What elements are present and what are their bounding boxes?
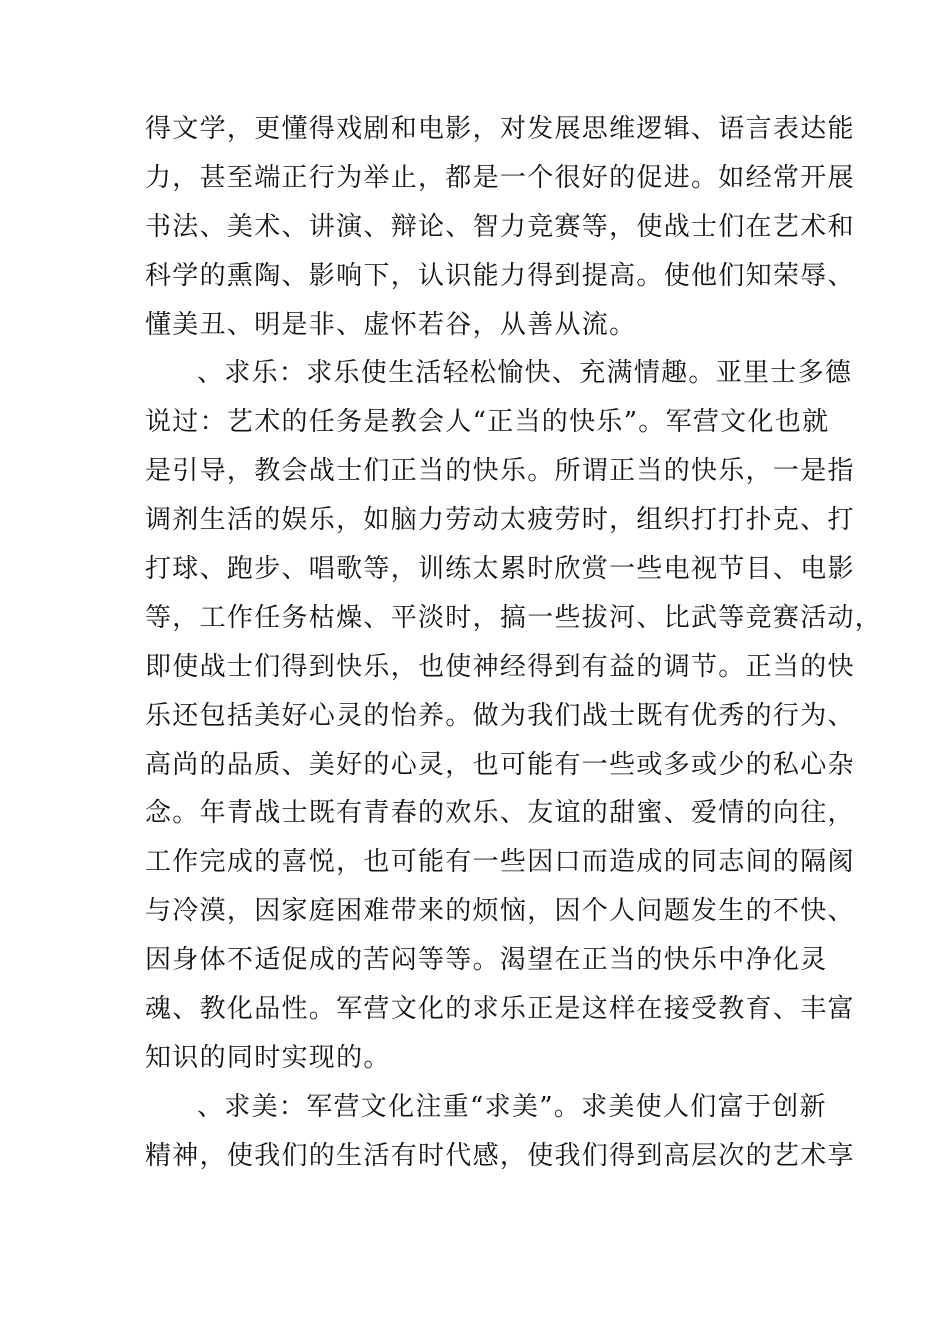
text-line: 因身体不适促成的苦闷等等。渴望在正当的快乐中净化灵 (145, 945, 828, 976)
text-line: 调剂生活的娱乐，如脑力劳动太疲劳时，组织打打扑克、打 (145, 505, 855, 536)
text-line: 打球、跑步、唱歌等，训练太累时欣赏一些电视节目、电影 (145, 554, 855, 585)
text-line: 与冷漠，因家庭困难带来的烦恼，因个人问题发生的不快、 (145, 896, 855, 927)
text-line: 知识的同时实现的。 (145, 1042, 391, 1073)
text-line: 得文学，更懂得戏剧和电影，对发展思维逻辑、语言表达能 (145, 114, 855, 144)
paragraph-start-line: 、求乐：求乐使生活轻松愉快、充满情趣。亚里士多德 (197, 358, 853, 389)
text-line: 力，甚至端正行为举止，都是一个很好的促进。如经常开展 (145, 162, 855, 193)
text-line: 精神，使我们的生活有时代感，使我们得到高层次的艺术享 (145, 1140, 855, 1171)
body-text (145, 105, 883, 1181)
text-line: 乐还包括美好心灵的怡养。做为我们战士既有优秀的行为、 (145, 700, 855, 731)
text-line: 高尚的品质、美好的心灵，也可能有一些或多或少的私心杂 (145, 749, 855, 780)
text-line: 是引导，教会战士们正当的快乐。所谓正当的快乐，一是指 (145, 456, 855, 487)
text-line: 懂美丑、明是非、虚怀若谷，从善从流。 (145, 309, 637, 340)
text-line: 工作完成的喜悦，也可能有一些因口而造成的同志间的隔阂 (145, 847, 855, 878)
text-line: 魂、教化品性。军营文化的求乐正是这样在接受教育、丰富 (145, 994, 855, 1025)
text-line: 书法、美术、讲演、辩论、智力竞赛等，使战士们在艺术和 (145, 211, 855, 242)
text-line: 念。年青战士既有青春的欢乐、友谊的甜蜜、爱情的向往， (145, 798, 855, 829)
text-line: 说过：艺术的任务是教会人“正当的快乐”。军营文化也就 (145, 407, 830, 438)
text-line: 等，工作任务枯燥、平淡时，搞一些拔河、比武等竞赛活动， (145, 602, 883, 633)
text-line: 即使战士们得到快乐，也使神经得到有益的调节。正当的快 (145, 651, 855, 682)
text-line: 科学的熏陶、影响下，认识能力得到提高。使他们知荣辱、 (145, 260, 855, 291)
paragraph-start-line: 、求美：军营文化注重“求美”。求美使人们富于创新 (197, 1091, 827, 1122)
